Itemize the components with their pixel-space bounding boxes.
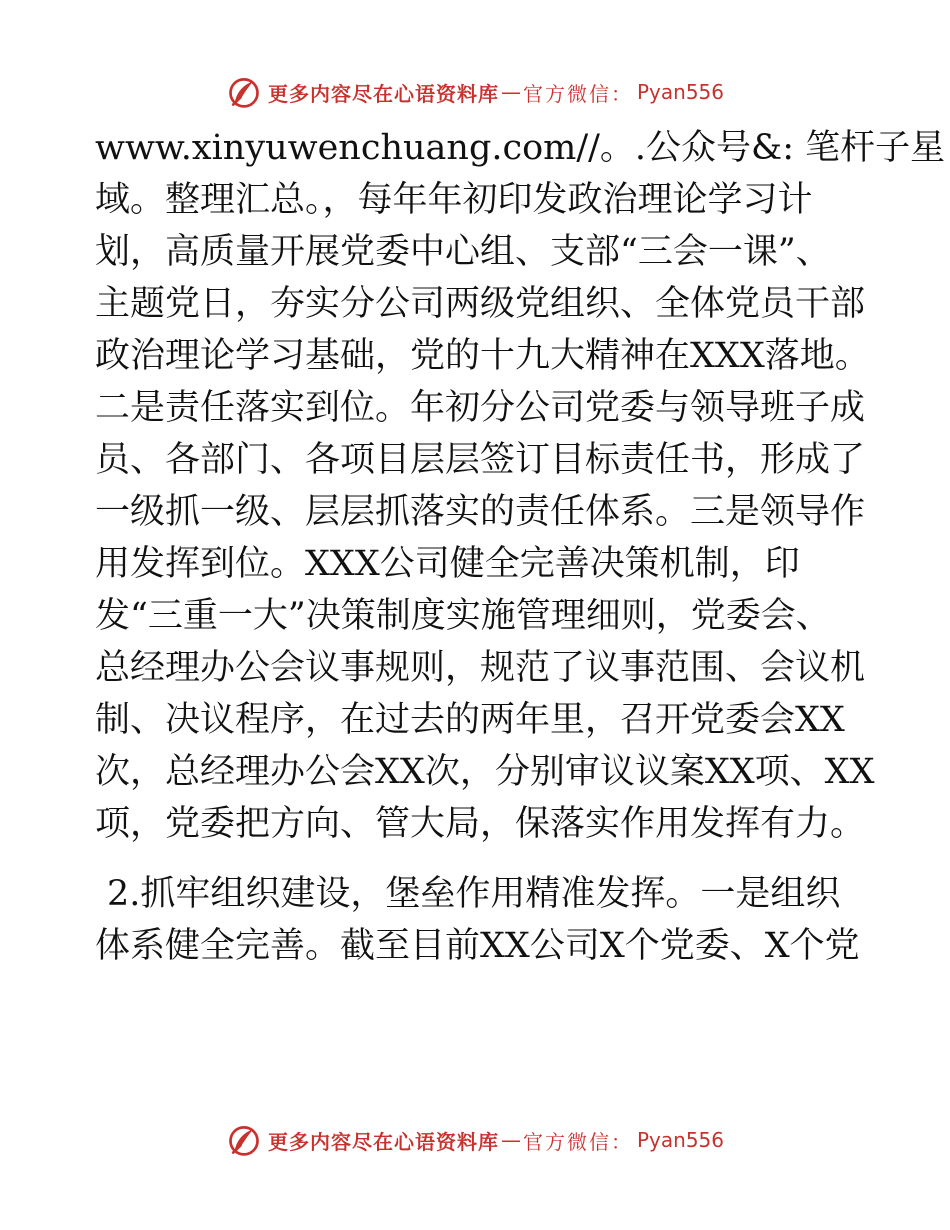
footer-wechat-label: 官方微信：: [522, 1129, 633, 1154]
text-line: 2.抓牢组织建设，堡垒作用精准发挥。一是组织: [107, 874, 841, 914]
text-line: 发“三重一大”决策制度实施管理细则，党委会、: [95, 596, 831, 636]
paragraph-2: [95, 868, 865, 972]
brand-logo-icon: [226, 74, 262, 110]
paragraph-1: [95, 122, 946, 850]
text-line: 二是责任落实到位。年初分公司党委与领导班子成: [95, 388, 866, 428]
text-line: 次，总经理办公会XX次，分别审议议案XX项、XX: [95, 752, 875, 792]
text-line: 域。整理汇总。，每年年初印发政治理论学习计: [95, 180, 813, 220]
header-banner: [0, 72, 950, 112]
text-line: 主题党日，夯实分公司两级党组织、全体党员干部: [95, 284, 866, 324]
footer-banner-text: 更多内容尽在心语资料库: [267, 1129, 499, 1154]
header-banner-text: 更多内容尽在心语资料库: [267, 81, 499, 106]
document-body: [95, 122, 946, 972]
text-line: 政治理论学习基础，党的十九大精神在XXX落地。: [95, 336, 870, 376]
text-line: 员、各部门、各项目层层签订目标责任书，形成了: [95, 440, 866, 480]
header-wechat-label: 官方微信：: [522, 81, 633, 106]
header-wechat-id: Pyan556: [636, 80, 724, 104]
text-line: 划，高质量开展党委中心组、支部“三会一课”、: [95, 232, 831, 272]
text-line: 总经理办公会议事规则，规范了议事范围、会议机: [95, 648, 866, 688]
text-line: 一级抓一级、层层抓落实的责任体系。三是领导作: [95, 492, 866, 532]
text-line: 项，党委把方向、管大局，保落实作用发挥有力。: [95, 804, 866, 844]
footer-banner-separator: —: [500, 1128, 521, 1152]
text-line: 制、决议程序，在过去的两年里，召开党委会XX: [95, 700, 845, 740]
footer-banner: [0, 1120, 950, 1160]
text-line: 体系健全完善。截至目前XX公司X个党委、X个党: [95, 926, 860, 966]
header-banner-separator: —: [500, 80, 521, 104]
paragraph-gap: [95, 850, 865, 868]
text-line: 用发挥到位。XXX公司健全完善决策机制，印: [95, 544, 800, 584]
text-line: www.xinyuwenchuang.com//。.公众号&: 笔杆子星: [95, 128, 946, 168]
brand-logo-icon: [226, 1122, 262, 1158]
footer-wechat-id: Pyan556: [636, 1128, 724, 1152]
